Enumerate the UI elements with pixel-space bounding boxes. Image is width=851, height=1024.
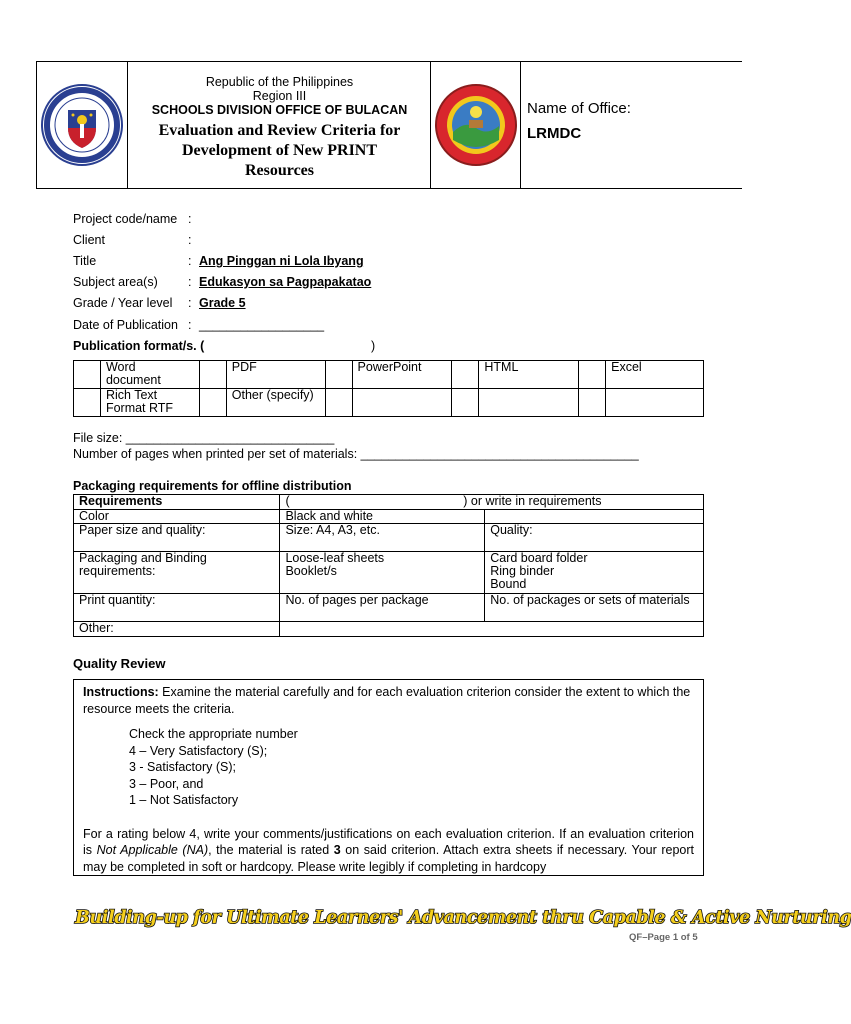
checkbox-pdf[interactable]	[199, 361, 226, 389]
format-other: Other (specify)	[226, 389, 325, 417]
division-bulacan-seal-logo	[431, 62, 522, 190]
header-title-cell	[127, 61, 431, 189]
table-row: Paper size and quality: Size: A4, A3, etc. Quality:	[74, 524, 704, 552]
format-excel: Excel	[606, 361, 704, 389]
header-republic: Republic of the Philippines	[205, 75, 354, 89]
table-row: Color Black and white	[74, 510, 704, 524]
format-row	[74, 389, 704, 417]
rating-note: For a rating below 4, write your comments/justifications on each evaluation criterion. If an evaluation criterion is Not Applicable (NA), the material is rated 3 on said criterion. Attach extra sheets if necessary. Your report may be completed in soft or hardcopy. Please write legibly if completing in hardcopy	[83, 826, 694, 874]
file-size-line[interactable]: File size: ______________________________	[73, 431, 335, 445]
instructions-box	[73, 679, 704, 876]
format-table	[73, 360, 704, 417]
page-number: QF–Page 1 of 5	[629, 932, 698, 943]
packaging-head-write: ( ) or write in requirements	[280, 495, 704, 510]
format-rtf: Rich Text Format RTF	[100, 389, 199, 417]
pub-format-close: )	[371, 339, 376, 353]
table-row: Other:	[74, 622, 704, 637]
table-row: Print quantity: No. of pages per package No. of packages or sets of materials	[74, 594, 704, 622]
format-pdf: PDF	[226, 361, 325, 389]
header-region: Region III	[252, 89, 307, 103]
deped-seal-cell	[36, 61, 127, 189]
packaging-table	[73, 494, 704, 637]
document-header	[36, 61, 742, 189]
packaging-head-requirements: Requirements	[74, 495, 280, 510]
bulacan-seal-cell	[430, 61, 521, 189]
format-html: HTML	[479, 361, 579, 389]
deped-seal-logo	[37, 62, 128, 190]
office-value: LRMDC	[527, 125, 582, 142]
checkbox-rtf[interactable]	[74, 389, 101, 417]
table-row: Packaging and Binding requirements: Loose-leaf sheets Booklet/s Card board folder Ring binder Bound	[74, 552, 704, 594]
pub-format-label: Publication format/s. (	[73, 339, 205, 353]
header-division: SCHOOLS DIVISION OFFICE OF BULACAN	[151, 103, 408, 117]
instructions-text: Instructions: Examine the material carefully and for each evaluation criterion consider the extent to which the resource meets the criteria.	[83, 685, 691, 716]
document-title: Evaluation and Review Criteria for Development of New PRINT Resources	[158, 122, 401, 179]
checkbox-powerpoint[interactable]	[325, 361, 352, 389]
office-label: Name of Office:	[527, 100, 631, 117]
format-word: Word document	[100, 361, 199, 389]
packaging-heading: Packaging requirements for offline distribution	[73, 479, 352, 493]
checkbox-html[interactable]	[452, 361, 479, 389]
format-row	[74, 361, 704, 389]
checkbox-word[interactable]	[74, 361, 101, 389]
format-powerpoint: PowerPoint	[352, 361, 452, 389]
office-cell	[520, 61, 742, 189]
rating-scale: Check the appropriate number 4 – Very Satisfactory (S); 3 - Satisfactory (S); 3 – Poor, and 1 – Not Satisfactory	[129, 727, 298, 807]
quality-review-heading: Quality Review	[73, 656, 166, 671]
building-up-banner: Building-up for Ultimate Learners' Advancement thru Capable & Active Nurturing	[75, 908, 851, 928]
checkbox-other[interactable]	[199, 389, 226, 417]
packaging-header-row	[74, 495, 704, 510]
checkbox-excel[interactable]	[579, 361, 606, 389]
pages-line[interactable]: Number of pages when printed per set of materials: ________________________________________	[73, 447, 639, 461]
